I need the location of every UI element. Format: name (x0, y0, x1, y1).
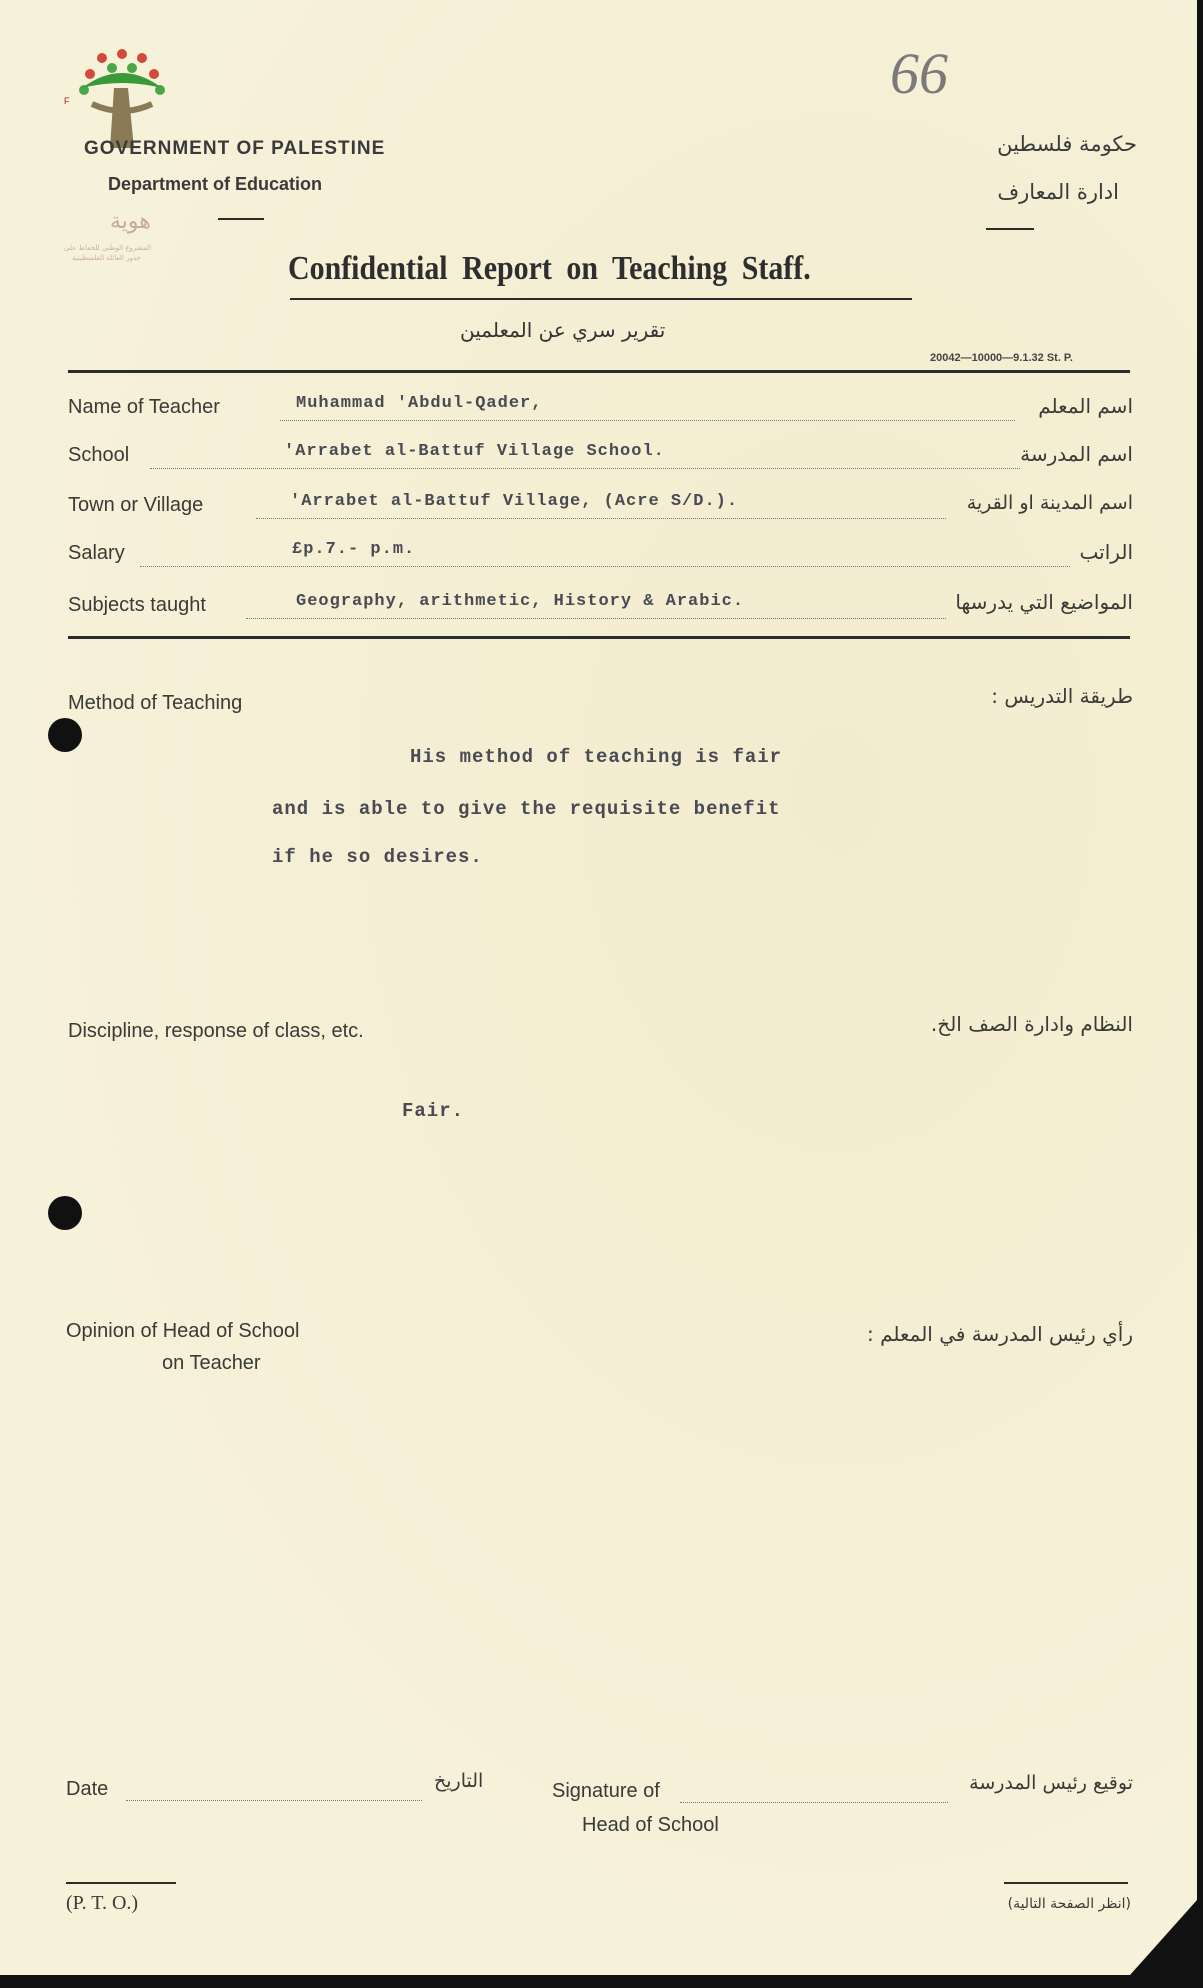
government-heading-arabic: حكومة فلسطين (997, 132, 1137, 156)
salary-label: Salary (68, 542, 125, 564)
form-code: 20042—10000—9.1.32 St. P. (930, 352, 1073, 364)
svg-text:F: F (64, 96, 70, 106)
subjects-value: Geography, arithmetic, History & Arabic. (296, 592, 745, 611)
pto-label-arabic: (انظر الصفحة التالية) (1007, 1896, 1131, 1912)
report-title: Confidential Report on Teaching Staff. (288, 250, 811, 287)
method-line-3: if he so desires. (272, 846, 483, 868)
opinion-label: Opinion of Head of School (66, 1320, 300, 1342)
opinion-label-arabic: رأي رئيس المدرسة في المعلم : (866, 1322, 1133, 1346)
method-line-2: and is able to give the requisite benefit (272, 798, 781, 820)
discipline-label-arabic: النظام وادارة الصف الخ. (930, 1012, 1133, 1036)
punch-hole-icon (48, 1196, 82, 1230)
method-label: Method of Teaching (68, 692, 243, 714)
salary-value: £p.7.- p.m. (292, 540, 416, 559)
opinion-label-line-2: on Teacher (162, 1352, 261, 1374)
signature-label-arabic: توقيع رئيس المدرسة (969, 1772, 1133, 1794)
punch-hole-icon (48, 718, 82, 752)
school-label: School (68, 444, 130, 466)
name-label-arabic: اسم المعلم (1038, 394, 1133, 418)
signature-label: Signature of (552, 1780, 660, 1802)
department-heading-arabic: ادارة المعارف (997, 180, 1119, 204)
school-label-arabic: اسم المدرسة (1020, 442, 1133, 466)
pto-label: (P. T. O.) (66, 1892, 139, 1914)
department-heading: Department of Education (108, 174, 323, 194)
date-label-arabic: التاريخ (434, 1770, 484, 1792)
page-number-handwritten: 66 (890, 41, 948, 106)
town-label-arabic: اسم المدينة او القرية (966, 492, 1133, 514)
salary-label-arabic: الراتب (1079, 540, 1133, 564)
svg-text:هوية: هوية (110, 209, 151, 234)
government-heading: GOVERNMENT OF PALESTINE (84, 138, 386, 159)
discipline-value: Fair. (402, 1100, 465, 1122)
report-title-arabic: تقرير سري عن المعلمين (460, 318, 666, 342)
method-line-1: His method of teaching is fair (410, 746, 783, 768)
school-value: 'Arrabet al-Battuf Village School. (284, 442, 665, 461)
town-label: Town or Village (68, 494, 204, 516)
subjects-label: Subjects taught (68, 594, 206, 616)
svg-text:جذور العائلة الفلسطينية: جذور العائلة الفلسطينية (72, 254, 141, 262)
date-label: Date (66, 1778, 109, 1800)
name-value: Muhammad 'Abdul-Qader, (296, 394, 543, 413)
page-corner-fold (1130, 1900, 1197, 1975)
method-label-arabic: طريقة التدريس : (991, 684, 1133, 708)
town-value: 'Arrabet al-Battuf Village, (Acre S/D.). (290, 492, 739, 511)
subjects-label-arabic: المواضيع التي يدرسها (955, 590, 1133, 614)
svg-text:المشروع الوطني للحفاظ على: المشروع الوطني للحفاظ على (64, 244, 152, 252)
name-label: Name of Teacher (68, 396, 220, 418)
signature-label-line-2: Head of School (582, 1814, 719, 1836)
discipline-label: Discipline, response of class, etc. (68, 1020, 364, 1042)
